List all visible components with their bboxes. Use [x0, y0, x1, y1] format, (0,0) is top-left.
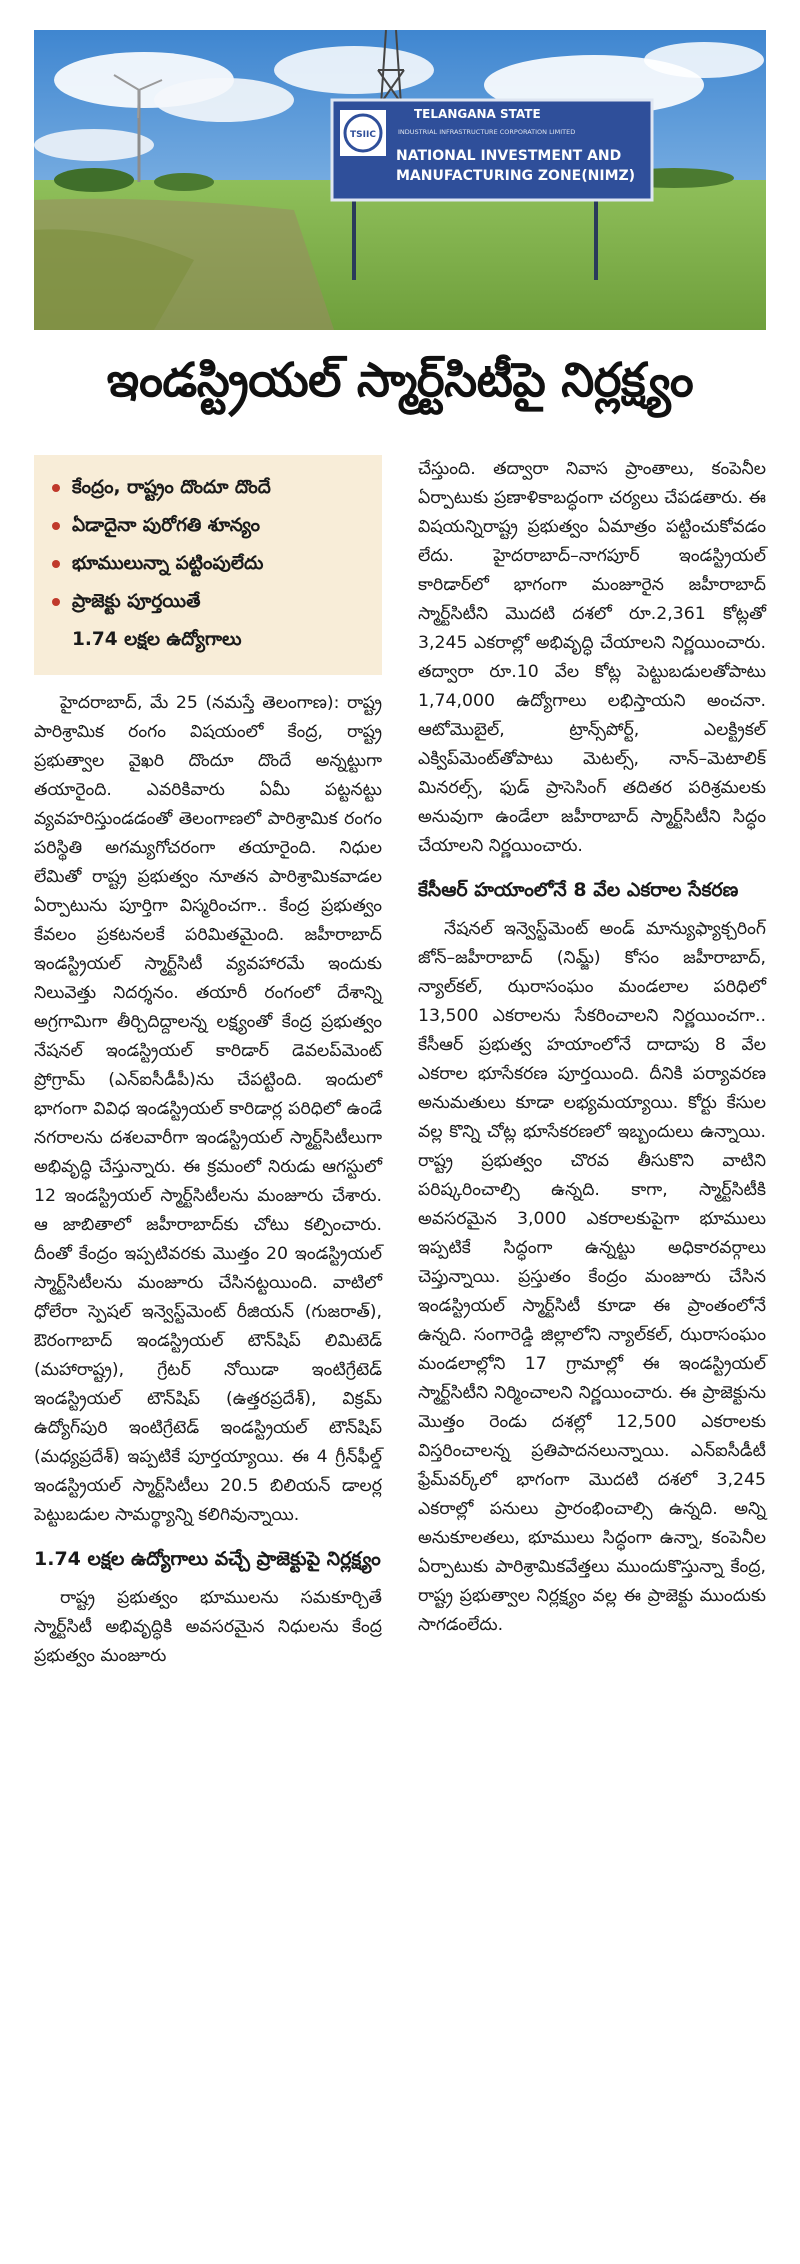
article-paragraph: హైదరాబాద్, మే 25 (నమస్తే తెలంగాణ): రాష్ట్ర పారిశ్రామిక రంగం విషయంలో కేంద్ర, రాష్ట్ర ప్రభుత్వాల వైఖరి దొందూ దొందే అన్నట్టుగా తయారైంది. ఎవరికివారు ఏమీ పట్టనట్టు వ్యవహరిస్తుండడంతో తెలంగాణలో పారిశ్రామిక రంగం పరిస్థితి అగమ్యగోచరంగా తయారైంది. నిధుల లేమితో రాష్ట్ర ప్రభుత్వం నూతన పారిశ్రామికవాడల ఏర్పాటును పూర్తిగా విస్మరించగా.. కేంద్ర ప్రభుత్వం కేవలం ప్రకటనలకే పరిమితమైంది. జహీరాబాద్ ఇండస్ట్రియల్ స్మార్ట్‌సిటీ వ్యవహారమే ఇందుకు నిలువెత్తు నిదర్శనం. తయారీ రంగంలో దేశాన్ని అగ్రగామిగా తీర్చిదిద్దాలన్న లక్ష్యంతో కేంద్ర ప్రభుత్వం నేషనల్ ఇండస్ట్రియల్ కారిడార్ డెవలప్‌మెంట్ ప్రోగ్రామ్ (ఎన్‌ఐసీడీపీ)ను చేపట్టింది. ఇందులో భాగంగా వివిధ ఇండస్ట్రియల్ కారిడార్ల పరిధిలో ఉండే నగరాలను దశలవారీగా ఇండస్ట్రియల్ స్మార్ట్‌సిటీలుగా అభివృద్ధి చేస్తున్నారు. ఈ క్రమంలో నిరుడు ఆగస్టులో 12 ఇండస్ట్రియల్ స్మార్ట్‌సిటీలను మంజూరు చేశారు. ఆ జాబితాలో జహీరాబాద్‌కు చోటు కల్పించారు. దీంతో కేంద్రం ఇప్పటివరకు మొత్తం 20 ఇండస్ట్రియల్ స్మార్ట్‌సిటీలను మంజూరు చేసినట్టయింది. వాటిలో ధోలేరా స్పెషల్ ఇన్వెస్ట్‌మెంట్ రీజియన్ (గుజరాత్), ఔరంగాబాద్ ఇండస్ట్రియల్ టౌన్‌షిప్ లిమిటెడ్ (మహారాష్ట్ర), గ్రేటర్ నోయిడా ఇంటిగ్రేటెడ్ ఇండస్ట్రియల్ టౌన్‌షిప్ (ఉత్తరప్రదేశ్), విక్రమ్ ఉద్యోగ్‌పురి ఇంటిగ్రేటెడ్ ఇండస్ట్రియల్ టౌన్‌షిప్ (మధ్యప్రదేశ్) ఇప్పటికే పూర్తయ్యాయి. ఈ 4 గ్రీన్‌ఫీల్డ్ ఇండస్ట్రియల్ స్మార్ట్‌సిటీలు 20.5 బిలియన్ డాలర్ల పెట్టుబడుల సామర్థ్యాన్ని కలిగివున్నాయి. — [34, 693, 382, 1525]
bullet-icon — [52, 484, 60, 492]
right-column — [418, 455, 766, 1640]
news-photo — [34, 30, 766, 330]
headline: ఇండస్ట్రియల్ స్మార్ట్‌సిటీపై నిర్లక్ష్యం — [106, 353, 694, 408]
subheading: కేసీఆర్ హయాంలోనే 8 వేల ఎకరాల సేకరణ — [418, 879, 739, 901]
svg-text:TSIIC: TSIIC — [350, 130, 376, 140]
highlight-item: ఏడాదైనా పురోగతి శూన్యం — [52, 507, 370, 545]
svg-text:NATIONAL INVESTMENT AND: NATIONAL INVESTMENT AND — [396, 148, 622, 164]
svg-text:MANUFACTURING ZONE(NIMZ): MANUFACTURING ZONE(NIMZ) — [396, 168, 636, 184]
bullet-icon — [52, 560, 60, 568]
article-paragraph: చేస్తుంది. తద్వారా నివాస ప్రాంతాలు, కంపెనీల ఏర్పాటుకు ప్రణాళికాబద్ధంగా చర్యలు చేపడతారు. ఈ విషయన్నిరాష్ట్ర ప్రభుత్వం ఏమాత్రం పట్టించుకోవడం లేదు. హైదరాబాద్–నాగపూర్ ఇండస్ట్రియల్ కారిడార్‌లో భాగంగా మంజూరైన జహీరాబాద్ స్మార్ట్‌సిటీని మొదటి దశలో రూ.2,361 కోట్లతో 3,245 ఎకరాల్లో అభివృద్ధి చేయాలని నిర్ణయించారు. తద్వారా రూ.10 వేల కోట్ల పెట్టుబడులతోపాటు 1,74,000 ఉద్యోగాలు లభిస్తాయని అంచనా. ఆటోమొబైల్, ట్రాన్స్‌పోర్ట్, ఎలక్ట్రికల్ ఎక్విప్‌మెంట్‌తోపాటు మెటల్స్, నాన్–మెటాలిక్ మినరల్స్, ఫుడ్ ప్రాసెసింగ్ తదితర పరిశ్రమలకు అనువుగా ఉండేలా జహీరాబాద్ స్మార్ట్‌సిటీని సిద్ధం చేయాలని నిర్ణయించారు. — [418, 459, 766, 856]
highlight-continuation: 1.74 లక్షల ఉద్యోగాలు — [72, 629, 242, 650]
highlights-box — [34, 455, 382, 675]
highlight-item: కేంద్రం, రాష్ట్రం దొందూ దొందే — [52, 469, 370, 507]
article-paragraph: రాష్ట్ర ప్రభుత్వం భూములను సమకూర్చితే స్మార్ట్‌సిటీ అభివృద్ధికి అవసరమైన నిధులను కేంద్ర ప్రభుత్వం మంజూరు — [34, 1588, 382, 1666]
subheading: 1.74 లక్షల ఉద్యోగాలు వచ్చే ప్రాజెక్టుపై నిర్లక్ష్యం — [34, 1548, 381, 1570]
bullet-icon — [52, 598, 60, 606]
svg-text:TELANGANA STATE: TELANGANA STATE — [414, 107, 541, 121]
article-paragraph: నేషనల్ ఇన్వెస్ట్‌మెంట్ అండ్ మాన్యుఫ్యాక్చరింగ్ జోన్–జహీరాబాద్ (నిమ్జ్) కోసం జహీరాబాద్, న్యాల్‌కల్, ఝరాసంఘం మండలాల పరిధిలో 13,500 ఎకరాలను సేకరించాలని నిర్ణయించగా.. కేసీఆర్ ప్రభుత్వ హయాంలోనే దాదాపు 8 వేల ఎకరాల భూసేకరణ పూర్తయింది. దీనికి పర్యావరణ అనుమతులు కూడా లభ్యమయ్యాయి. కోర్టు కేసుల వల్ల కొన్ని చోట్ల భూసేకరణలో ఇబ్బందులు ఉన్నాయి. రాష్ట్ర ప్రభుత్వం చొరవ తీసుకొని వాటిని పరిష్కరించాల్సి ఉన్నది. కాగా, స్మార్ట్‌సిటీకి అవసరమైన 3,000 ఎకరాలకుపైగా భూములు ఇప్పటికే సిద్ధంగా ఉన్నట్టు అధికారవర్గాలు చెప్తున్నాయి. ప్రస్తుతం కేంద్రం మంజూరు చేసిన ఇండస్ట్రియల్ స్మార్ట్‌సిటీ కూడా ఈ ప్రాంతంలోనే ఉన్నది. సంగారెడ్డి జిల్లాలోని న్యాల్‌కల్, ఝరాసంఘం మండలాల్లోని 17 గ్రామాల్లో ఈ ఇండస్ట్రియల్ స్మార్ట్‌సిటీని నిర్మించాలని నిర్ణయించారు. ఈ ప్రాజెక్టును మొత్తం రెండు దశల్లో 12,500 ఎకరాలకు విస్తరించాలన్న ప్రతిపాదనలున్నాయి. ఎన్‌ఐసీడీటీ ఫ్రేమ్‌వర్క్‌లో భాగంగా మొదటి దశలో 3,245 ఎకరాల్లో పనులు ప్రారంభించాల్సి ఉన్నది. అన్ని అనుకూలతలు, భూములు సిద్ధంగా ఉన్నా, కంపెనీల ఏర్పాటుకు పారిశ్రామికవేత్తలు ముందుకొస్తున్నా కేంద్ర, రాష్ట్ర ప్రభుత్వాల నిర్లక్ష్యం వల్ల ఈ ప్రాజెక్టు ముందుకు సాగడంలేదు. — [418, 919, 766, 1635]
highlight-item: భూములున్నా పట్టింపులేదు — [52, 545, 370, 583]
bullet-icon — [52, 522, 60, 530]
highlight-item: ప్రాజెక్టు పూర్తయితే — [52, 583, 370, 621]
svg-text:INDUSTRIAL INFRASTRUCTURE CORP: INDUSTRIAL INFRASTRUCTURE CORPORATION LIMITED — [398, 128, 576, 136]
left-column — [34, 455, 382, 1671]
